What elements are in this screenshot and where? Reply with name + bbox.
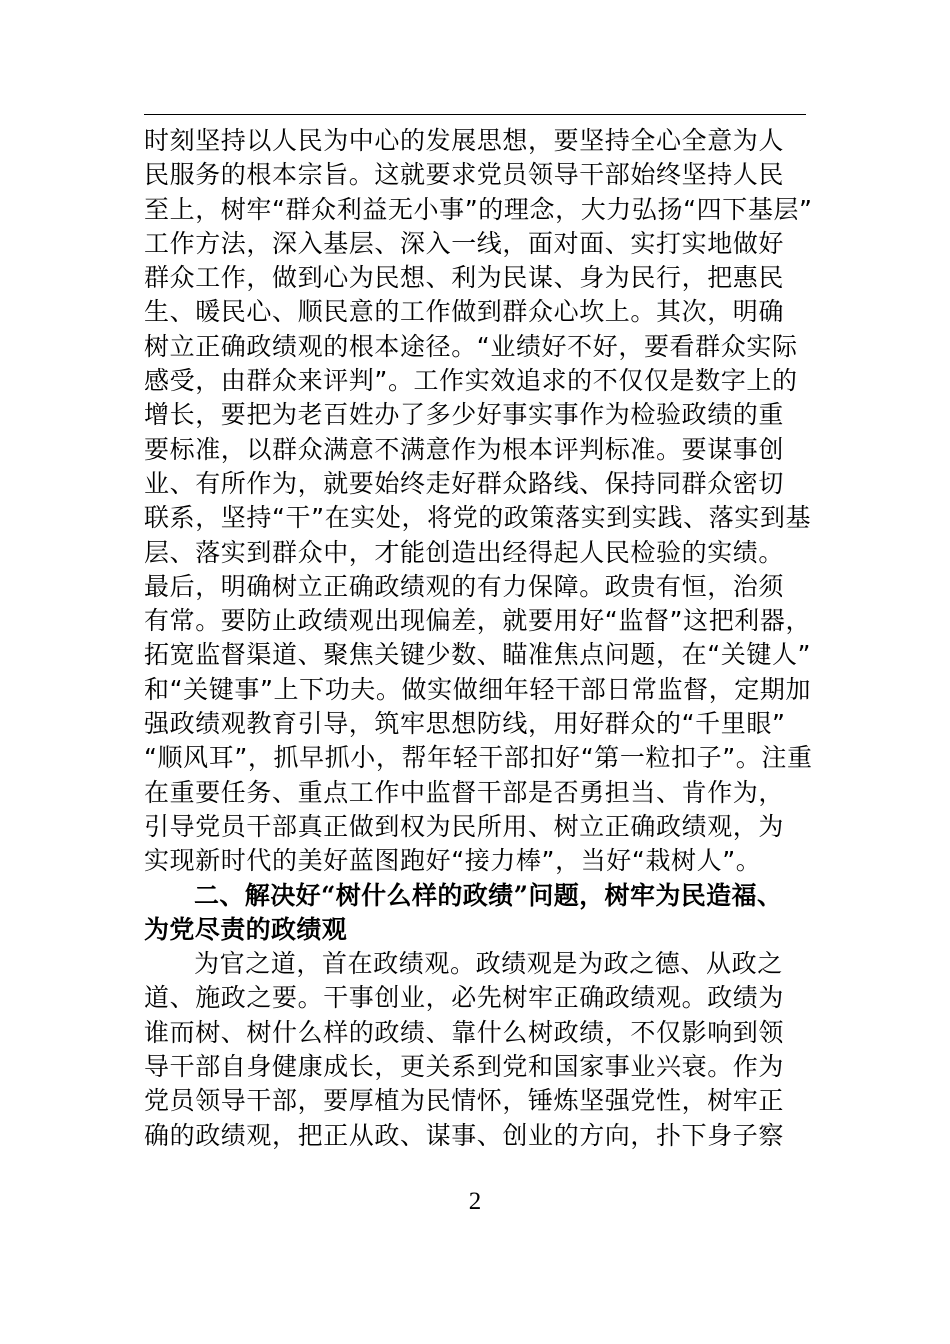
paragraph-line: 党员领导干部，要厚植为民情怀，锤炼坚强党性，树牢正 [144, 1086, 785, 1116]
text-line: 要标准，以群众满意不满意作为根本评判标准。要谋事创 [144, 434, 785, 464]
paragraph-line: 道、施政之要。干事创业，必先树牢正确政绩观。政绩为 [144, 983, 785, 1013]
text-line: 民服务的根本宗旨。这就要求党员领导干部始终坚持人民 [144, 160, 785, 190]
text-line: 工作方法，深入基层、深入一线，面对面、实打实地做好 [144, 228, 785, 258]
text-line: 增长，要把为老百姓办了多少好事实事作为检验政绩的重 [144, 400, 785, 430]
paragraph-line: 为官之道，首在政绩观。政绩观是为政之德、从政之 [194, 949, 783, 979]
text-line: 引导党员干部真正做到权为民所用、树立正确政绩观，为 [144, 811, 785, 841]
text-line: 强政绩观教育引导，筑牢思想防线，用好群众的“千里眼” [144, 709, 786, 739]
text-line: 时刻坚持以人民为中心的发展思想，要坚持全心全意为人 [144, 126, 785, 155]
text-line: 拓宽监督渠道、聚焦关键少数、瞄准焦点问题，在“关键人” [144, 640, 812, 670]
section-heading-line-2: 为党尽责的政绩观 [144, 914, 348, 944]
text-line: 层、落实到群众中，才能创造出经得起人民检验的实绩。 [144, 537, 785, 567]
text-line: 联系，坚持“干”在实处，将党的政策落实到实践、落实到基 [144, 503, 812, 533]
text-line: 群众工作，做到心为民想、利为民谋、身为民行，把惠民 [144, 263, 785, 293]
text-line: 生、暖民心、顺民意的工作做到群众心坎上。其次，明确 [144, 297, 785, 327]
text-line: 实现新时代的美好蓝图跑好“接力棒”，当好“栽树人”。 [144, 846, 762, 876]
page-number: 2 [468, 1188, 482, 1215]
text-line: 在重要任务、重点工作中监督干部是否勇担当、肯作为， [144, 777, 785, 807]
text-line: 有常。要防止政绩观出现偏差，就要用好“监督”这把利器， [144, 606, 812, 636]
body-text [144, 124, 844, 1153]
paragraph-line: 谁而树、树什么样的政绩、靠什么树政绩，不仅影响到领 [144, 1017, 785, 1047]
text-line: 树立正确政绩观的根本途径。“业绩好不好，要看群众实际 [144, 331, 798, 361]
text-line: 业、有所作为，就要始终走好群众路线、保持同群众密切 [144, 468, 785, 498]
text-line: 至上，树牢“群众利益无小事”的理念，大力弘扬“四下基层” [144, 194, 813, 224]
paragraph-line: 导干部自身健康成长，更关系到党和国家事业兴衰。作为 [144, 1052, 785, 1082]
header-divider [144, 114, 806, 115]
text-line: 感受，由群众来评判”。工作实效追求的不仅仅是数字上的 [144, 366, 798, 396]
text-line: “顺风耳”，抓早抓小，帮年轻干部扣好“第一粒扣子”。注重 [144, 743, 813, 773]
text-line: 最后，明确树立正确政绩观的有力保障。政贵有恒，治须 [144, 571, 785, 601]
text-line: 和“关键事”上下功夫。做实做细年轻干部日常监督，定期加 [144, 674, 812, 704]
paragraph-line: 确的政绩观，把正从政、谋事、创业的方向，扑下身子察 [144, 1120, 785, 1150]
section-heading-line-1: 二、解决好“树什么样的政绩”问题，树牢为民造福、 [194, 880, 783, 910]
